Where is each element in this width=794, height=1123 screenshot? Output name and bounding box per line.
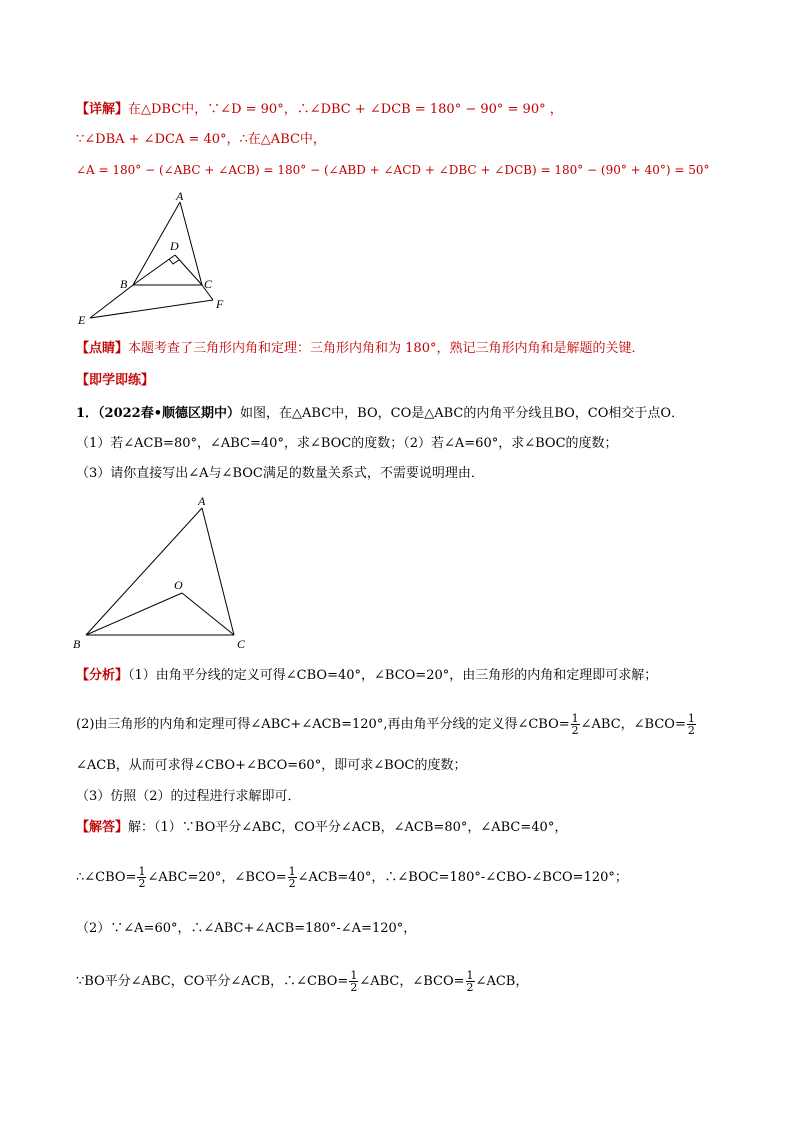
comment-line: [76, 339, 644, 359]
solution-line-2: [76, 866, 628, 889]
detail-line-3: ∠A = 180° − (∠ABC + ∠ACB) = 180° − (∠ABD + ∠ACD + ∠DBC + ∠DCB) = 180° − (90° + 40°) = 50°: [76, 163, 710, 177]
comment-tag: 【点睛】: [76, 341, 129, 356]
fraction-half: $\frac{1}{2}$: [466, 969, 474, 994]
analysis-line-1: [76, 666, 657, 686]
solution-text-2c: ∠ACB=40°，∴∠BOC=180°-∠CBO-∠BCO=120°；: [297, 870, 628, 885]
fraction-half: $\frac{1}{2}$: [138, 865, 146, 890]
solution-text-4c: ∠ACB，: [475, 974, 529, 989]
fig2-label-o: O: [174, 578, 183, 592]
analysis-line-2: [76, 713, 726, 736]
figure-2: [66, 492, 266, 657]
detail-line-1: [76, 100, 563, 120]
practice-heading: 【即学即练】: [76, 373, 155, 388]
figure-1: [70, 190, 240, 330]
solution-line-1: [76, 818, 567, 838]
analysis-text-1: （1）由角平分线的定义可得∠CBO=40°，∠BCO=20°，由三角形的内角和定理即可求解；: [128, 668, 658, 683]
detail-line-2: ∵∠DBA + ∠DCA = 40°，∴在△ABC中，: [76, 132, 326, 147]
fig1-label-d: D: [170, 239, 179, 253]
fig1-label-b: B: [120, 277, 128, 291]
analysis-tag: 【分析】: [76, 668, 129, 683]
solution-text-4a: ∵BO平分∠ABC，CO平分∠ACB，∴∠CBO=: [76, 974, 349, 989]
analysis-line-3: ∠ACB，从而可求得∠CBO+∠BCO=60°，即可求∠BOC的度数；: [76, 758, 467, 773]
solution-tag: 【解答】: [76, 820, 129, 835]
problem-number: 1．: [76, 406, 99, 421]
solution-text-2a: ∴∠CBO=: [76, 870, 137, 885]
problem-source: （2022春•顺德区期中）: [98, 406, 241, 421]
fraction-half: $\frac{1}{2}$: [288, 865, 296, 890]
analysis-text-2a: (2)由三角形的内角和定理可得∠ABC+∠ACB=120°,再由角平分线的定义得∠CBO=: [76, 717, 570, 732]
detail-tag: 【详解】: [76, 102, 129, 117]
solution-text-1: 解：（1）∵BO平分∠ABC，CO平分∠ACB，∠ACB=80°，∠ABC=40°，: [128, 820, 568, 835]
fraction-half: $\frac{1}{2}$: [687, 712, 695, 737]
problem-stem: 如图，在△ABC中，BO，CO是△ABC的内角平分线且BO，CO相交于点O．: [240, 406, 685, 421]
fraction-half: $\frac{1}{2}$: [571, 712, 579, 737]
fig1-label-e: E: [78, 313, 86, 327]
solution-text-4b: ∠ABC，∠BCO=: [359, 974, 465, 989]
detail-text-1: 在△DBC中，∵∠D = 90°，∴∠DBC + ∠DCB = 180° − 90° = 90° ，: [128, 102, 563, 117]
solution-line-3: （2）∵∠A=60°，∴∠ABC+∠ACB=180°-∠A=120°，: [76, 921, 417, 936]
problem-questions-1-2: （1）若∠ACB=80°，∠ABC=40°，求∠BOC的度数；（2）若∠A=60°，求∠BOC的度数；: [76, 436, 618, 451]
fig2-label-a: A: [198, 494, 206, 508]
comment-text: 本题考查了三角形内角和定理：三角形内角和为 180°，熟记三角形内角和是解题的关键．: [128, 341, 645, 356]
fig1-label-f: F: [216, 297, 224, 311]
problem-question-3: （3）请你直接写出∠A与∠BOC满足的数量关系式，不需要说明理由．: [76, 466, 484, 481]
fig1-label-c: C: [204, 277, 213, 291]
solution-line-4: [76, 970, 528, 993]
fig2-label-b: B: [73, 637, 81, 651]
problem-line-1: [76, 404, 684, 424]
analysis-line-4: （3）仿照（2）的过程进行求解即可．: [76, 789, 301, 804]
fig1-label-a: A: [176, 190, 184, 203]
fig2-label-c: C: [237, 637, 246, 651]
fraction-half: $\frac{1}{2}$: [350, 969, 358, 994]
analysis-text-2b: ∠ABC，∠BCO=: [580, 717, 686, 732]
solution-text-2b: ∠ABC=20°，∠BCO=: [147, 870, 287, 885]
